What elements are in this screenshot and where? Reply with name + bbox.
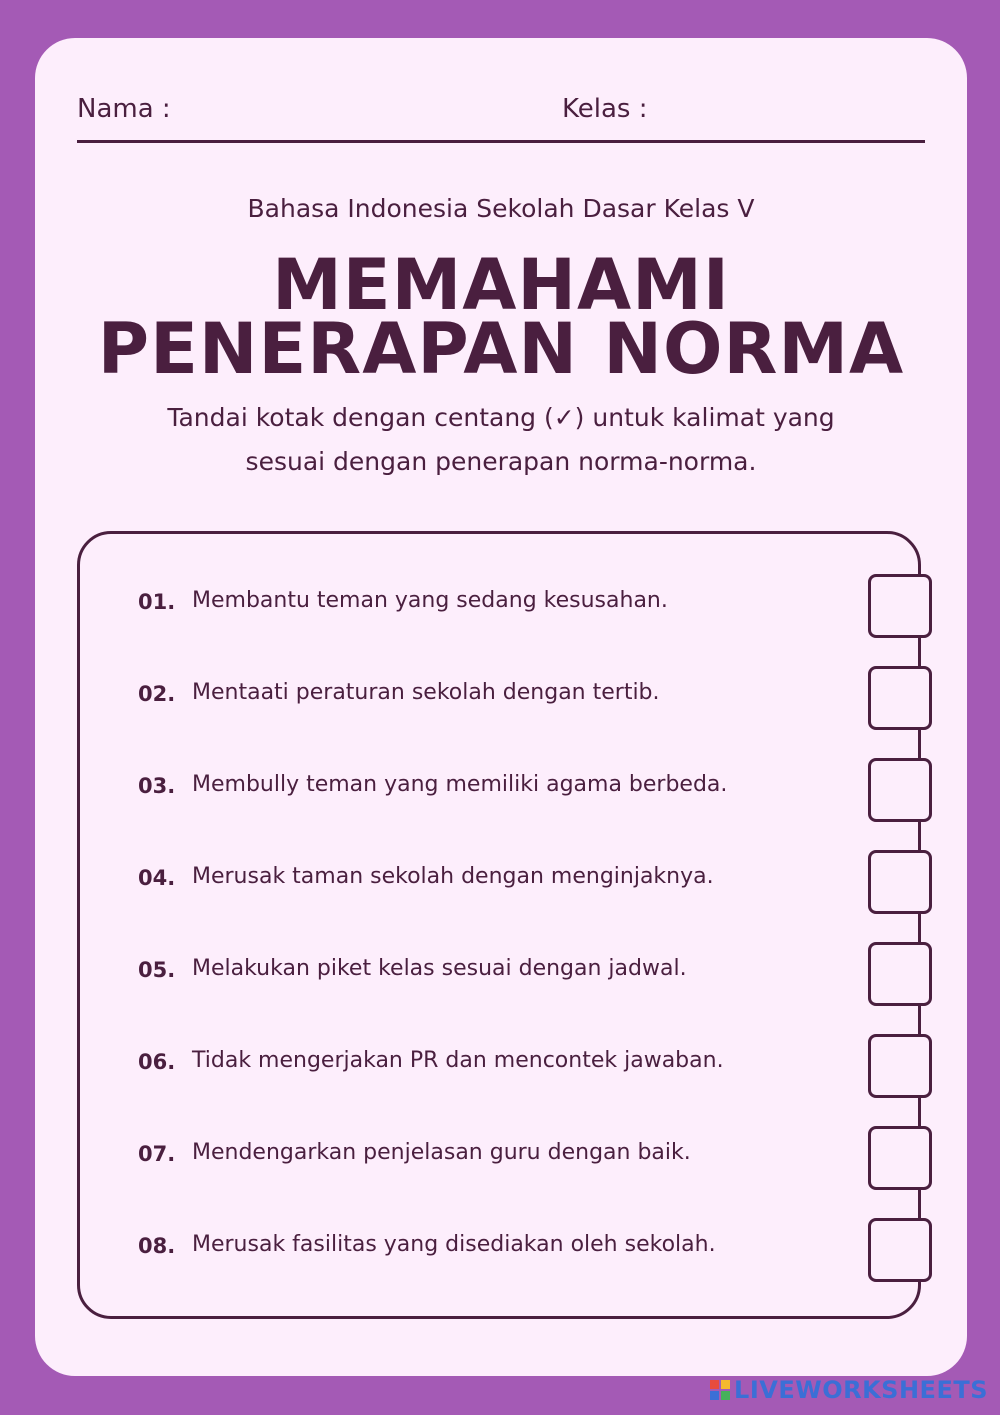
item-number: 02. [138,682,176,706]
item-text: Mentaati peraturan sekolah dengan tertib. [192,680,660,705]
item-text: Tidak mengerjakan PR dan mencontek jawaban. [192,1048,724,1073]
list-item [138,1218,918,1282]
item-number: 08. [138,1234,176,1258]
item-number: 03. [138,774,176,798]
item-number: 04. [138,866,176,890]
item-text: Melakukan piket kelas sesuai dengan jadwal. [192,956,687,981]
instruction-line-2: sesuai dengan penerapan norma-norma. [245,447,757,476]
item-checkbox[interactable] [868,666,932,730]
list-item [138,1034,918,1098]
list-item [138,574,918,638]
item-checkbox[interactable] [868,1218,932,1282]
list-item [138,942,918,1006]
statement-list [77,531,921,1319]
list-item [138,850,918,914]
list-item [138,1126,918,1190]
item-number: 01. [138,590,176,614]
item-number: 07. [138,1142,176,1166]
worksheet-sheet [35,38,967,1376]
liveworksheets-watermark [710,1375,988,1405]
item-text: Merusak taman sekolah dengan menginjaknya. [192,864,714,889]
instruction-line-1: Tandai kotak dengan centang (✓) untuk kalimat yang [167,403,835,432]
instruction-text [95,396,907,484]
item-checkbox[interactable] [868,942,932,1006]
item-number: 05. [138,958,176,982]
name-label: Nama : [77,94,171,124]
item-text: Membantu teman yang sedang kesusahan. [192,588,668,613]
item-checkbox[interactable] [868,850,932,914]
watermark-text: LIVEWORKSHEETS [734,1376,988,1404]
student-info-row [77,90,925,143]
item-text: Membully teman yang memiliki agama berbeda. [192,772,728,797]
title-line-2: PENERAPAN NORMA [97,308,905,390]
liveworksheets-logo-icon [710,1380,730,1400]
title-line-1: MEMAHAMI [272,244,730,326]
subject-heading: Bahasa Indonesia Sekolah Dasar Kelas V [247,194,755,223]
list-item [138,666,918,730]
item-checkbox[interactable] [868,574,932,638]
item-number: 06. [138,1050,176,1074]
item-text: Mendengarkan penjelasan guru dengan baik. [192,1140,691,1165]
item-checkbox[interactable] [868,758,932,822]
item-text: Merusak fasilitas yang disediakan oleh sekolah. [192,1232,716,1257]
item-checkbox[interactable] [868,1034,932,1098]
class-label: Kelas : [562,94,648,124]
item-checkbox[interactable] [868,1126,932,1190]
list-item [138,758,918,822]
